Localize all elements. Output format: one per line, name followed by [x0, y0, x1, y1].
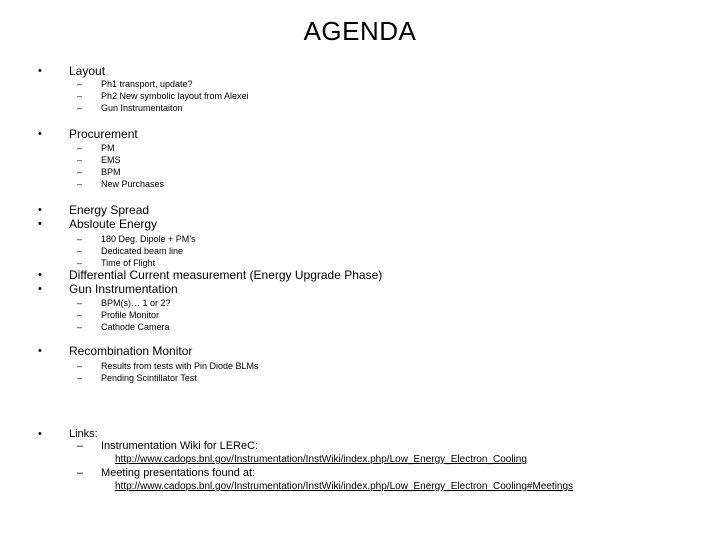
dash: – [77, 440, 84, 452]
section-heading-energy-spread: Energy Spread [69, 203, 150, 217]
list-item: Pending Scintillator Test [101, 373, 197, 383]
list-item: Time of Flight [101, 258, 156, 268]
dash: – [77, 179, 83, 189]
section-heading-differential-current: Differential Current measurement (Energy Upgrade Phase) [69, 268, 383, 282]
bullet: • [38, 345, 42, 357]
list-item: Ph2 New symbolic layout from Alexei [101, 91, 249, 101]
instrumentation-wiki-link[interactable]: http://www.cadops.bnl.gov/Instrumentation/InstWiki/index.php/Low_Energy_Electron_Cooling [115, 454, 527, 465]
dash: – [77, 91, 83, 101]
dash: – [77, 467, 84, 479]
link-description: Instrumentation Wiki for LEReC: [101, 440, 259, 452]
dash: – [77, 322, 83, 332]
list-item: New Purchases [101, 179, 165, 189]
bullet: • [38, 218, 42, 230]
dash: – [77, 103, 83, 113]
section-heading-layout: Layout [69, 64, 106, 78]
bullet: • [38, 428, 42, 440]
dash: – [77, 258, 83, 268]
list-item: EMS [101, 155, 121, 165]
bullet: • [38, 65, 42, 77]
dash: – [77, 79, 83, 89]
list-item: Profile Monitor [101, 310, 160, 320]
section-heading-procurement: Procurement [69, 127, 138, 141]
bullet: • [38, 204, 42, 216]
list-item: 180 Deg. Dipole + PM’s [101, 234, 196, 244]
list-item: BPM [101, 167, 121, 177]
bullet: • [38, 128, 42, 140]
dash: – [77, 143, 83, 153]
list-item: Results from tests with Pin Diode BLMs [101, 361, 259, 371]
section-heading-absolute-energy: Absloute Energy [69, 217, 158, 231]
dash: – [77, 167, 83, 177]
list-item: BPM(s)… 1 or 2? [101, 298, 171, 308]
dash: – [77, 310, 83, 320]
section-heading-gun-instrumentation: Gun Instrumentation [69, 282, 178, 296]
dash: – [77, 298, 83, 308]
page-title: AGENDA [303, 16, 417, 46]
section-heading-links: Links: [69, 428, 98, 440]
link-description: Meeting presentations found at: [101, 467, 256, 479]
list-item: Ph1 transport, update? [101, 79, 193, 89]
list-item: Gun Instrumentaiton [101, 103, 183, 113]
list-item: Dedicated beam line [101, 246, 184, 256]
dash: – [77, 234, 83, 244]
dash: – [77, 361, 83, 371]
bullet: • [38, 283, 42, 295]
bullet: • [38, 269, 42, 281]
list-item: Cathode Camera [101, 322, 170, 332]
meeting-presentations-link[interactable]: http://www.cadops.bnl.gov/Instrumentation/InstWiki/index.php/Low_Energy_Electron_Cooling#Meetings [115, 481, 574, 492]
dash: – [77, 246, 83, 256]
list-item: PM [101, 143, 115, 153]
dash: – [77, 155, 83, 165]
section-heading-recombination-monitor: Recombination Monitor [69, 344, 193, 358]
dash: – [77, 373, 83, 383]
